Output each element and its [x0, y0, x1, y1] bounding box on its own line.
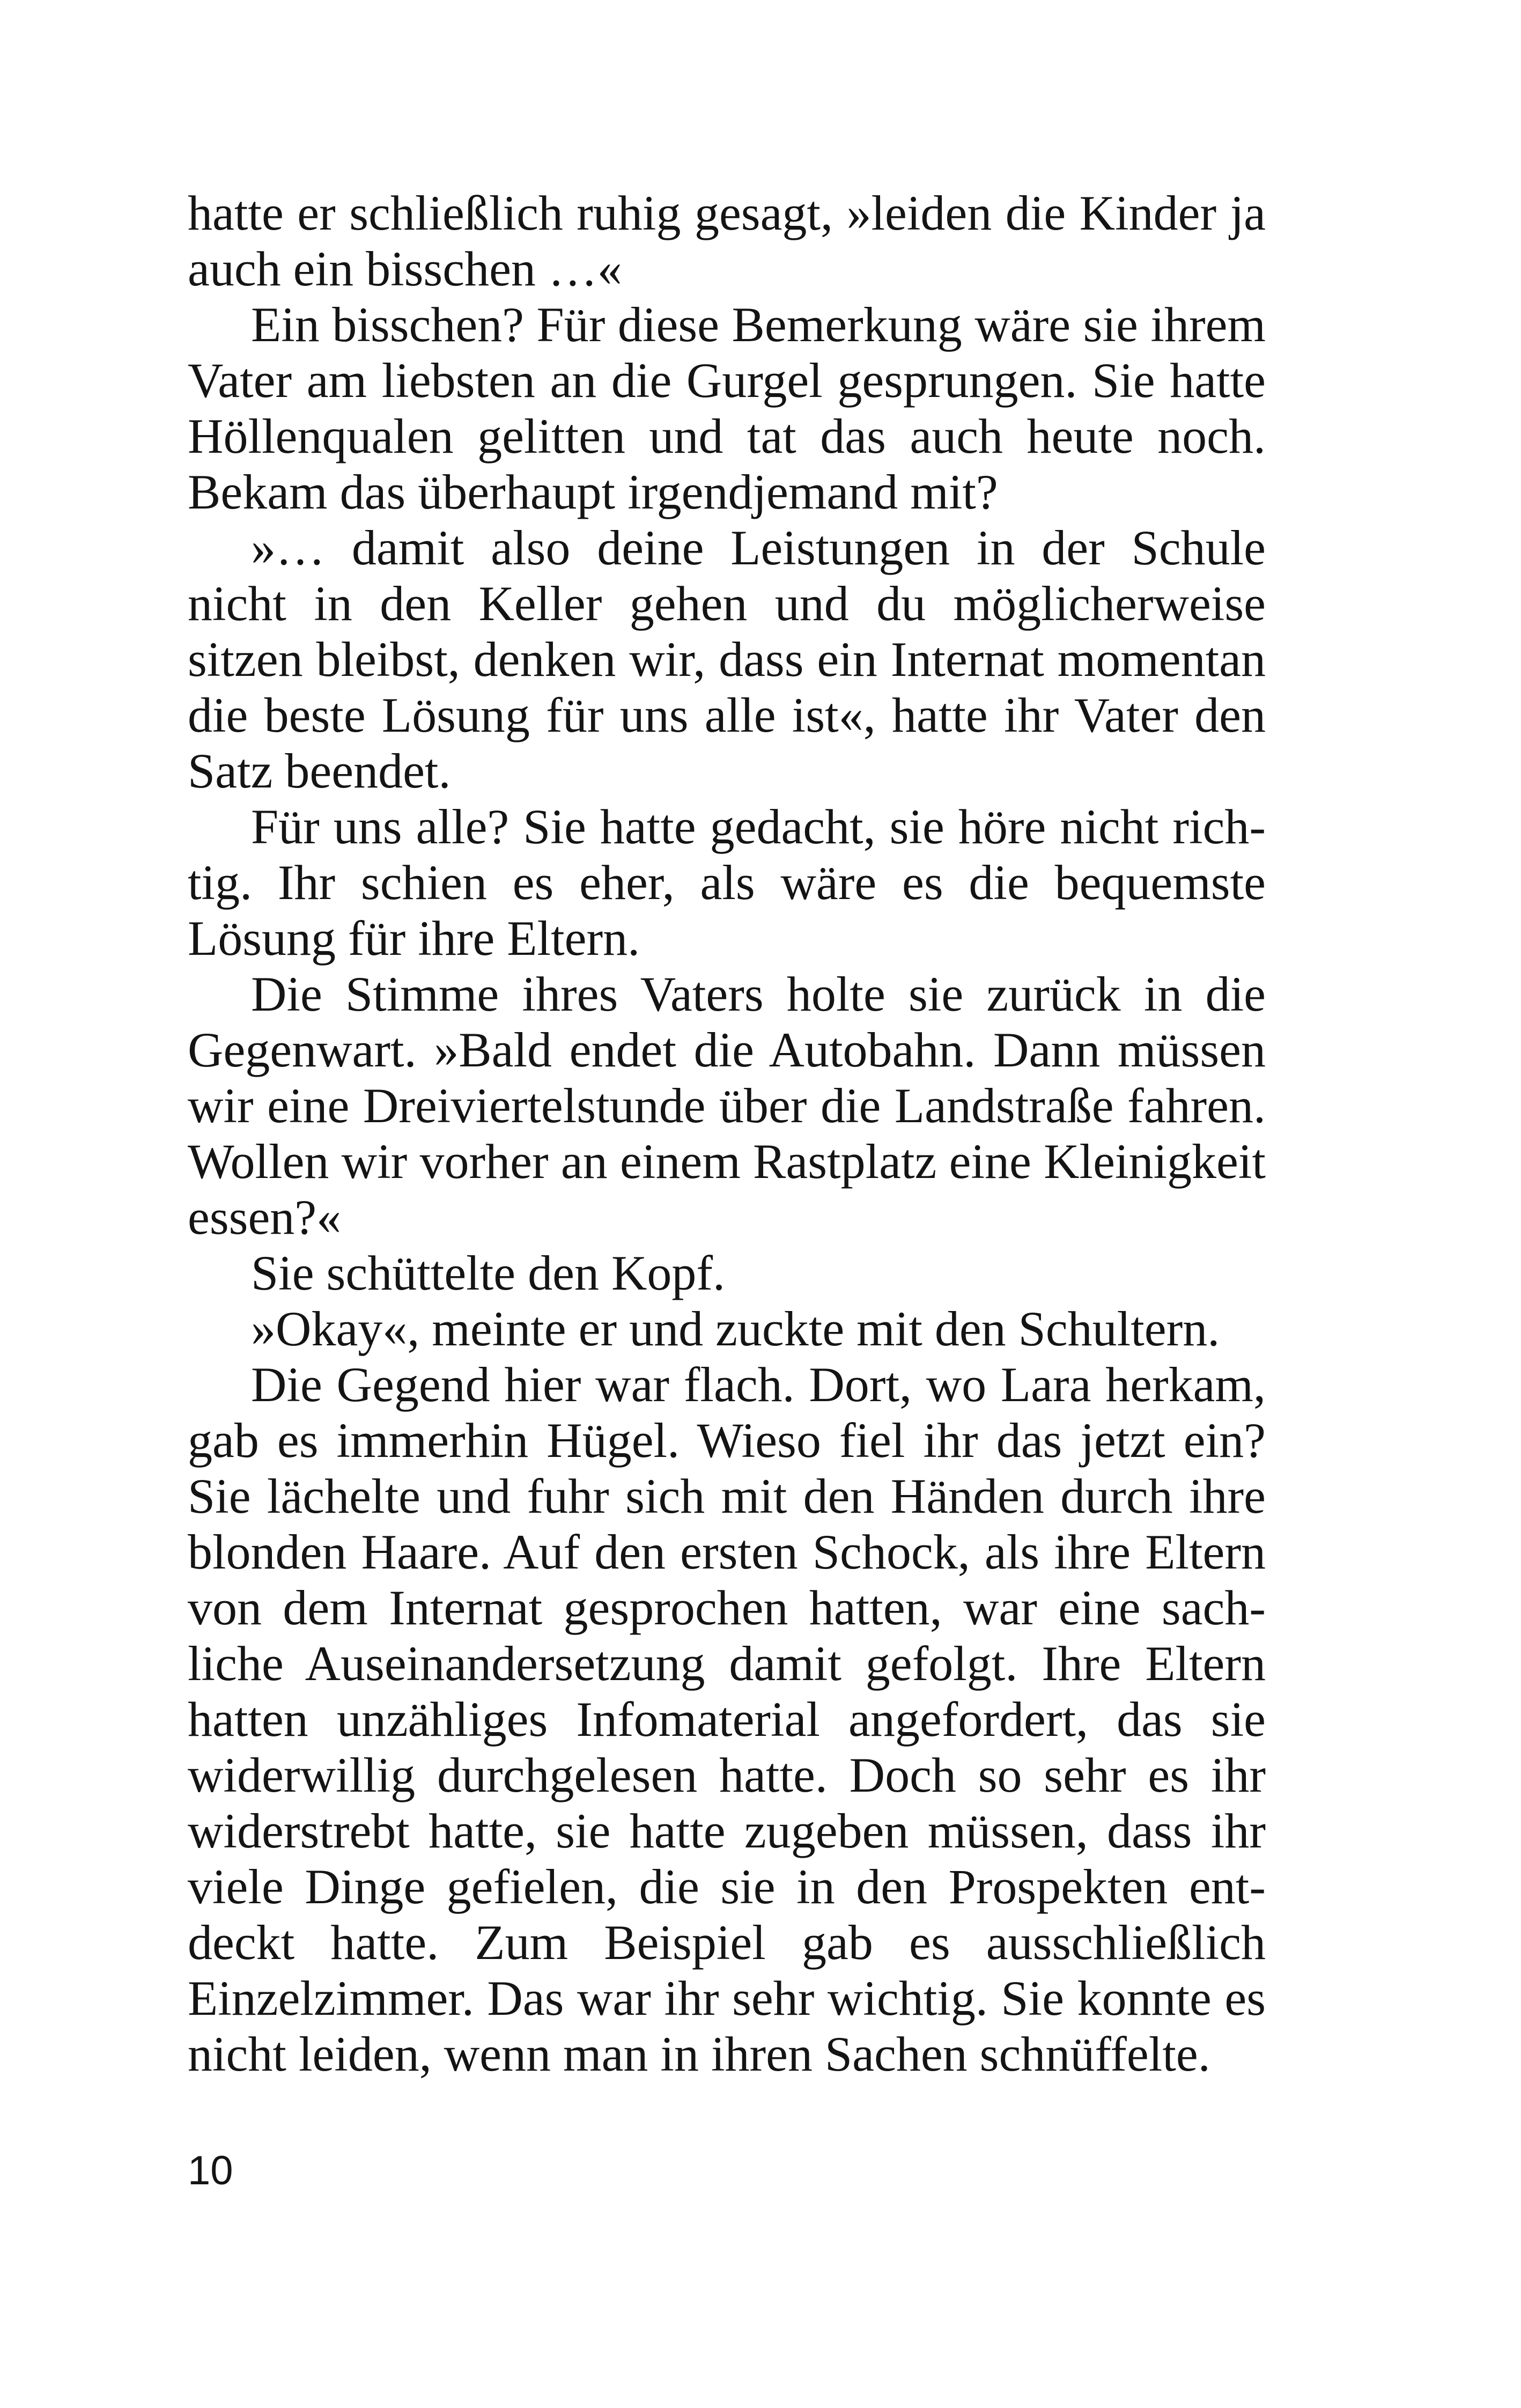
paragraph: »Okay«, meinte er und zuckte mit den Schultern.	[251, 1301, 1220, 1356]
paragraph: Die Gegend hier war flach. Dort, wo Lara herkam, gab es immerhin Hügel. Wieso fiel ihr das jetzt ein? Sie lächelte und fuhr sich mit den Händen durch ihre blonden Haare. Auf den ersten Schock, als ihre Eltern von dem Internat gesprochen hatten, war eine sachliche Auseinandersetzung damit gefolgt. Ihre Eltern hatten unzähliges Infomaterial angefordert, das sie widerwillig durchgelesen hatte. Doch so sehr es ihr widerstrebt hatte, sie hatte zugeben müssen, dass ihr viele Dinge gefielen, die sie in den Prospekten entdeckt hatte. Zum Beispiel gab es ausschließlich Einzelzimmer. Das war ihr sehr wichtig. Sie konnte es nicht leiden, wenn man in ihren Sachen schnüffelte.	[188, 1357, 1266, 2081]
paragraph: »… damit also deine Leistungen in der Schule nicht in den Keller gehen und du möglicherweise sitzen bleibst, denken wir, dass ein Internat momentan die beste Lösung für uns alle ist«, hatte ihr Vater den Satz beendet.	[188, 520, 1266, 798]
paragraph: Die Stimme ihres Vaters holte sie zurück in die Gegenwart. »Bald endet die Autobahn. Dann müssen wir eine Dreiviertelstunde über die Landstraße fahren. Wollen wir vorher an einem Rastplatz eine Kleinigkeit essen?«	[188, 967, 1266, 1244]
paragraph: Für uns alle? Sie hatte gedacht, sie höre nicht richtig. Ihr schien es eher, als wäre es die bequemste Lösung für ihre Eltern.	[188, 799, 1266, 966]
paragraph: Ein bisschen? Für diese Bemerkung wäre sie ihrem Vater am liebsten an die Gurgel gesprungen. Sie hatte Höllenqualen gelitten und tat das auch heute noch. Bekam das überhaupt irgendjemand mit?	[188, 297, 1266, 519]
body-text	[188, 185, 1266, 2082]
page-number: 10	[188, 2148, 233, 2193]
paragraph-continued: hatte er schließlich ruhig gesagt, »leiden die Kinder ja auch ein bisschen …«	[188, 186, 1266, 296]
paragraph: Sie schüttelte den Kopf.	[251, 1246, 726, 1300]
